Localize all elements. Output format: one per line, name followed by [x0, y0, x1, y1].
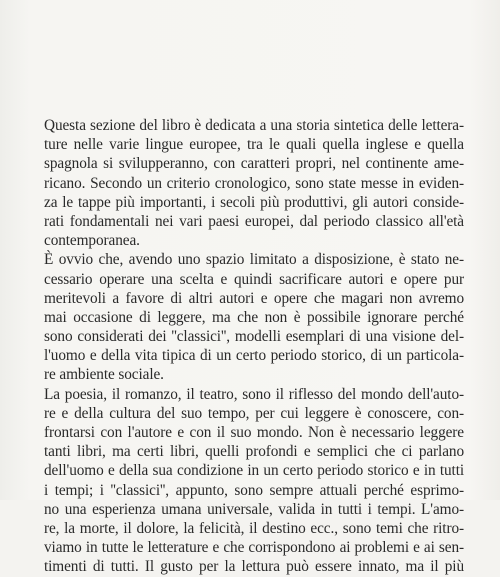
- text-line: Questa sezione del libro è dedicata a una storia sintetica delle lettera-: [44, 117, 464, 134]
- text-line: re e della cultura del suo tempo, per cui leggere è conoscere, con-: [44, 404, 464, 422]
- text-line: re, la morte, il dolore, la felicità, il destino ecc., sono temi che ritro-: [44, 519, 464, 537]
- text-line: za le tappe più importanti, i secoli più produttivi, gli autori conside-: [44, 193, 464, 211]
- text-line: meritevoli a favore di altri autori e opere che magari non avremo: [44, 289, 464, 307]
- text-line: La poesia, il romanzo, il teatro, sono il riflesso del mondo dell'auto-: [44, 385, 464, 403]
- text-line: contemporanea.: [44, 232, 140, 250]
- text-line: ture nelle varie lingue europee, tra le quali quella inglese e quella: [44, 136, 464, 154]
- text-line: timenti di tutti. Il gusto per la lettura può essere innato, ma il più: [44, 558, 464, 576]
- text-line: l'uomo e della vita tipica di un certo periodo storico, di un particola-: [44, 347, 464, 365]
- text-line: rati fondamentali nei vari paesi europei, dal periodo classico all'età: [44, 212, 464, 230]
- text-line: tanti libri, ma certi libri, quelli profondi e semplici che ci parlano: [44, 443, 464, 461]
- text-line: spagnola si svilupperanno, con caratteri propri, nel continente ame-: [44, 155, 464, 173]
- text-line: ricano. Secondo un criterio cronologico, sono state messe in eviden-: [44, 174, 464, 192]
- text-line: sono considerati dei ''classici'', modelli esemplari di una visione del-: [44, 328, 464, 346]
- text-line: viamo in tutte le letterature e che corrispondono ai problemi e ai sen-: [44, 539, 464, 557]
- text-line: frontarsi con l'autore e con il suo mondo. Non è necessario leggere: [44, 424, 464, 441]
- text-line: È ovvio che, avendo uno spazio limitato a disposizione, è stato ne-: [44, 251, 464, 269]
- text-line: cessario operare una scelta e quindi sacrificare autori e opere pur: [44, 270, 464, 288]
- text-line: mai occasione di leggere, ma che non è possibile ignorare perché: [44, 308, 464, 326]
- text-line: dell'uomo e della sua condizione in un certo periodo storico e in tutti: [44, 462, 464, 480]
- text-line: i tempi; i ''classici'', appunto, sono sempre attuali perché esprimo-: [44, 481, 464, 499]
- body-text: [44, 116, 464, 577]
- text-line: re ambiente sociale.: [44, 366, 164, 384]
- text-line: no una esperienza umana universale, valida in tutti i tempi. L'amo-: [44, 500, 464, 518]
